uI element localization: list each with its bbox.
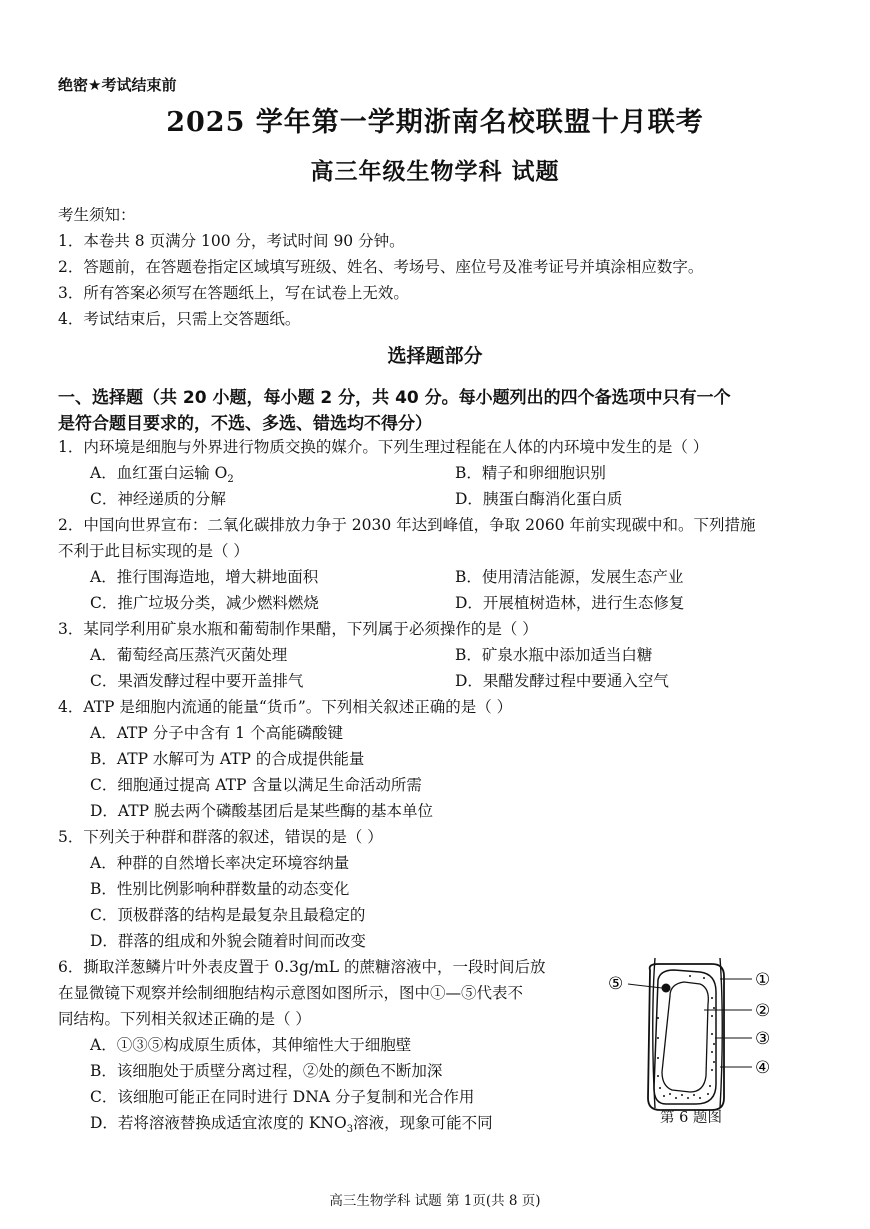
q1-option-c: C．神经递质的分解 bbox=[90, 490, 226, 508]
q4-option-c: C．细胞通过提高 ATP 含量以满足生命活动所需 bbox=[90, 776, 422, 794]
label-5: ⑤ bbox=[608, 974, 624, 994]
q2-stem-line2: 不利于此目标实现的是（ ） bbox=[58, 542, 249, 560]
q2-stem-line1: 2．中国向世界宣布：二氧化碳排放力争于 2030 年达到峰值，争取 2060 年前实现碳中和。下列措施 bbox=[58, 516, 756, 534]
q5-option-d: D．群落的组成和外貌会随着时间而改变 bbox=[90, 932, 366, 950]
notice-item-4: 4．考试结束后，只需上交答题纸。 bbox=[58, 310, 301, 328]
notice-heading: 考生须知： bbox=[58, 206, 136, 224]
q5-option-b: B．性别比例影响种群数量的动态变化 bbox=[90, 880, 350, 898]
q3-option-c: C．果酒发酵过程中要开盖排气 bbox=[90, 672, 304, 690]
q4-option-d: D．ATP 脱去两个磷酸基团后是某些酶的基本单位 bbox=[90, 802, 433, 820]
q1-option-d: D．胰蛋白酶消化蛋白质 bbox=[455, 490, 623, 508]
q6-stem-line2: 在显微镜下观察并绘制细胞结构示意图如图所示，图中①—⑤代表不 bbox=[58, 984, 524, 1002]
part-instruction-line2: 是符合题目要求的，不选、多选、错选均不得分） bbox=[58, 414, 432, 434]
figure-caption: 第 6 题图 bbox=[660, 1110, 722, 1126]
q5-stem: 5．下列关于种群和群落的叙述，错误的是（ ） bbox=[58, 828, 383, 846]
section-title: 选择题部分 bbox=[387, 345, 483, 367]
q4-option-a: A．ATP 分子中含有 1 个高能磷酸键 bbox=[90, 724, 343, 742]
page-footer: 高三生物学科 试题 第 1页(共 8 页) bbox=[329, 1193, 541, 1209]
q2-option-b: B．使用清洁能源，发展生态产业 bbox=[455, 568, 684, 586]
q2-option-c: C．推广垃圾分类，减少燃料燃烧 bbox=[90, 594, 319, 612]
q5-option-c: C．顶极群落的结构是最复杂且最稳定的 bbox=[90, 906, 366, 924]
label-2: ② bbox=[755, 1001, 771, 1021]
q5-option-a: A．种群的自然增长率决定环境容纳量 bbox=[90, 854, 350, 872]
q3-stem: 3．某同学利用矿泉水瓶和葡萄制作果醋，下列属于必须操作的是（ ） bbox=[58, 620, 538, 638]
q3-option-b: B．矿泉水瓶中添加适当白糖 bbox=[455, 646, 653, 664]
exam-title: 2025 学年第一学期浙南名校联盟十月联考 bbox=[166, 107, 704, 138]
part-instruction-line1: 一、选择题（共 20 小题，每小题 2 分，共 40 分。每小题列出的四个备选项中只有一个 bbox=[58, 388, 731, 408]
q6-option-d: D．若将溶液替换成适宜浓度的 $KNO_3$溶液，现象可能不同 bbox=[90, 1114, 493, 1136]
label-4: ④ bbox=[755, 1058, 771, 1078]
label-1: ① bbox=[755, 970, 771, 990]
q6-stem-line1: 6．撕取洋葱鳞片叶外表皮置于 0.3g/mL 的蔗糖溶液中，一段时间后放 bbox=[58, 958, 546, 976]
q6-option-b: B．该细胞处于质壁分离过程，②处的颜色不断加深 bbox=[90, 1062, 443, 1080]
q1-option-a: A．血红蛋白运输 $O_2$ bbox=[90, 464, 234, 486]
q6-stem-line3: 同结构。下列相关叙述正确的是（ ） bbox=[58, 1010, 311, 1028]
q1-option-b: B．精子和卵细胞识别 bbox=[455, 464, 606, 482]
exam-subtitle: 高三年级生物学科 试题 bbox=[310, 158, 560, 185]
q6-option-a: A．①③⑤构成原生质体，其伸缩性大于细胞壁 bbox=[90, 1036, 412, 1054]
cell-diagram bbox=[600, 958, 790, 1128]
label-3: ③ bbox=[755, 1029, 771, 1049]
q4-option-b: B．ATP 水解可为 ATP 的合成提供能量 bbox=[90, 750, 365, 768]
notice-item-2: 2．答题前，在答题卷指定区域填写班级、姓名、考场号、座位号及准考证号并填涂相应数字。 bbox=[58, 258, 704, 276]
notice-item-3: 3．所有答案必须写在答题纸上，写在试卷上无效。 bbox=[58, 284, 409, 302]
q2-option-a: A．推行围海造地，增大耕地面积 bbox=[90, 568, 319, 586]
confidential-mark: 绝密★考试结束前 bbox=[58, 76, 177, 94]
notice-item-1: 1．本卷共 8 页满分 100 分，考试时间 90 分钟。 bbox=[58, 232, 405, 250]
q6-option-c: C．该细胞可能正在同时进行 DNA 分子复制和光合作用 bbox=[90, 1088, 475, 1106]
q3-option-a: A．葡萄经高压蒸汽灭菌处理 bbox=[90, 646, 288, 664]
q2-option-d: D．开展植树造林，进行生态修复 bbox=[455, 594, 685, 612]
q1-stem: 1．内环境是细胞与外界进行物质交换的媒介。下列生理过程能在人体的内环境中发生的是（ ） bbox=[58, 438, 709, 456]
q4-stem: 4．ATP 是细胞内流通的能量“货币”。下列相关叙述正确的是（ ） bbox=[58, 698, 513, 716]
q3-option-d: D．果醋发酵过程中要通入空气 bbox=[455, 672, 669, 690]
